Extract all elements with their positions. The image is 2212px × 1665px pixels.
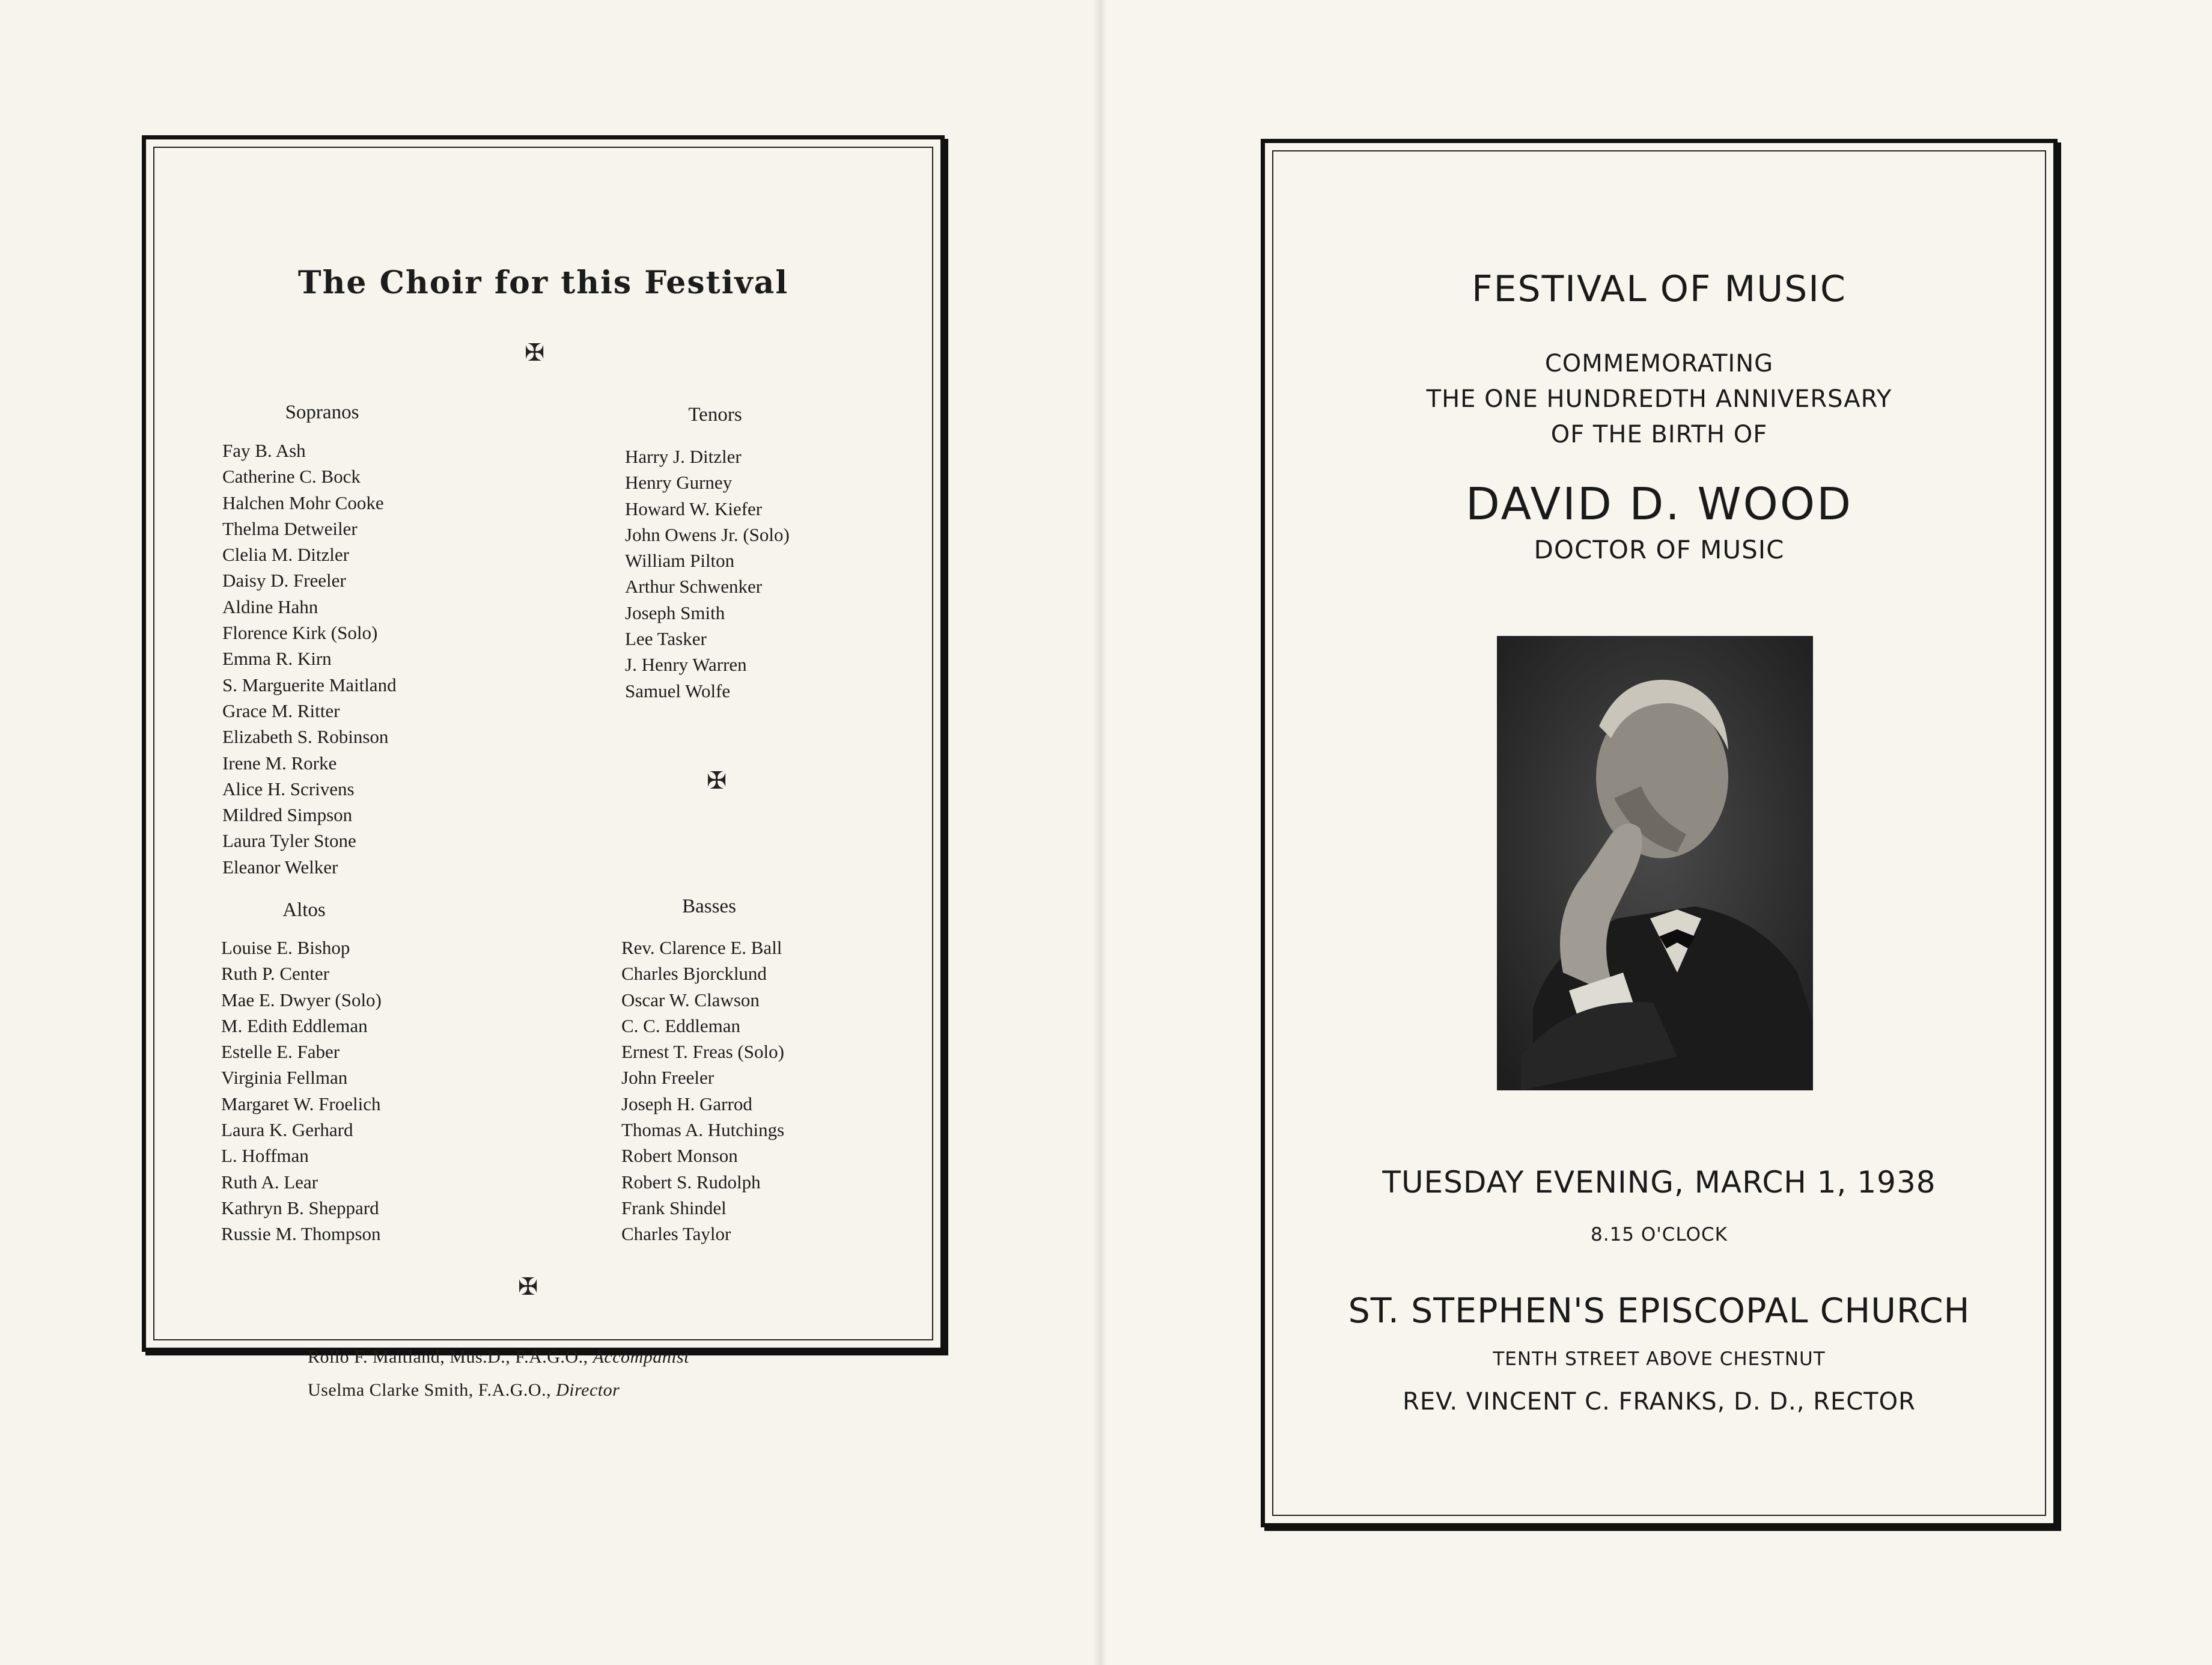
list-item: Rev. Clarence E. Ball [621, 937, 782, 958]
list-item: Kathryn B. Sheppard [221, 1197, 379, 1218]
sopranos-list [222, 438, 397, 880]
director-credit [308, 1373, 689, 1407]
list-item: Emma R. Kirn [222, 648, 332, 670]
section-title-altos: Altos [282, 899, 326, 921]
list-item: William Pilton [625, 550, 735, 572]
list-item: Harry J. Ditzler [625, 446, 742, 467]
list-item: Ernest T. Freas (Solo) [621, 1041, 784, 1063]
commemoration-line: COMMEMORATING [1544, 350, 1774, 377]
list-item: Elizabeth S. Robinson [222, 726, 389, 748]
list-item: Irene M. Rorke [222, 752, 337, 774]
list-item: Thomas A. Hutchings [621, 1119, 785, 1141]
list-item: Mae E. Dwyer (Solo) [221, 989, 382, 1010]
list-item: Eleanor Welker [222, 856, 338, 878]
list-item: Ruth P. Center [221, 963, 329, 985]
section-title-basses: Basses [682, 896, 736, 917]
commemoration-text [1261, 346, 2058, 453]
list-item: Robert S. Rudolph [621, 1171, 761, 1193]
cross-ornament-bottom: ✠ [518, 1273, 538, 1301]
list-item: L. Hoffman [221, 1145, 309, 1167]
list-item: Henry Gurney [625, 472, 733, 493]
list-item: Mildred Simpson [222, 804, 353, 826]
list-item: Charles Taylor [621, 1223, 731, 1245]
festival-title: FESTIVAL OF MUSIC [1472, 268, 1847, 310]
basses-list [621, 935, 784, 1247]
section-title-sopranos: Sopranos [285, 402, 359, 423]
list-item: Russie M. Thompson [221, 1223, 381, 1245]
list-item: Aldine Hahn [222, 596, 318, 617]
accompanist-role: Accompanist [593, 1347, 690, 1367]
list-item: Laura Tyler Stone [222, 830, 356, 852]
director-role: Director [556, 1380, 620, 1400]
list-item: John Freeler [621, 1067, 714, 1089]
honoree-title: DOCTOR OF MUSIC [1534, 535, 1785, 564]
director-name: Uselma Clarke Smith, F.A.G.O., [308, 1380, 552, 1400]
choir-heading: The Choir for this Festival [297, 264, 789, 301]
event-time: 8.15 O'CLOCK [1591, 1224, 1728, 1245]
list-item: Florence Kirk (Solo) [222, 622, 378, 644]
list-item: Thelma Detweiler [222, 518, 358, 539]
list-item: Arthur Schwenker [625, 576, 763, 597]
list-item: Alice H. Scrivens [222, 778, 355, 799]
list-item: Frank Shindel [621, 1197, 727, 1218]
list-item: Ruth A. Lear [221, 1171, 318, 1193]
list-item: John Owens Jr. (Solo) [625, 524, 790, 545]
list-item: Virginia Fellman [221, 1067, 348, 1089]
list-item: Daisy D. Freeler [222, 570, 346, 591]
accompanist-credit [308, 1340, 689, 1373]
list-item: Lee Tasker [625, 628, 707, 650]
list-item: Louise E. Bishop [221, 937, 350, 958]
list-item: Halchen Mohr Cooke [222, 492, 384, 513]
list-item: Estelle E. Faber [221, 1041, 340, 1063]
list-item: Samuel Wolfe [625, 680, 731, 701]
list-item: Clelia M. Ditzler [222, 544, 349, 566]
commemoration-line: OF THE BIRTH OF [1550, 421, 1768, 448]
church-name: ST. STEPHEN'S EPISCOPAL CHURCH [1348, 1291, 1970, 1331]
page-fold [1092, 0, 1107, 1665]
list-item: Grace M. Ritter [222, 700, 340, 721]
list-item: Oscar W. Clawson [621, 989, 760, 1010]
list-item: Joseph H. Garrod [621, 1093, 752, 1114]
portrait-photo [1497, 636, 1813, 1090]
section-title-tenors: Tenors [688, 404, 742, 426]
altos-list [221, 935, 382, 1247]
honoree-name: DAVID D. WOOD [1465, 478, 1853, 530]
event-date: TUESDAY EVENING, MARCH 1, 1938 [1382, 1165, 1936, 1200]
list-item: S. Marguerite Maitland [222, 674, 397, 695]
list-item: M. Edith Eddleman [221, 1015, 368, 1036]
list-item: J. Henry Warren [625, 654, 747, 676]
rector-line: REV. VINCENT C. FRANKS, D. D., RECTOR [1403, 1388, 1916, 1416]
list-item: Margaret W. Froelich [221, 1093, 381, 1114]
list-item: Catherine C. Bock [222, 466, 361, 487]
cross-ornament-middle: ✠ [707, 767, 727, 795]
accompanist-name: Rollo F. Maitland, Mus.D., F.A.G.O., [308, 1347, 588, 1367]
tenors-list [625, 444, 790, 704]
list-item: Robert Monson [621, 1145, 738, 1167]
list-item: Howard W. Kiefer [625, 498, 763, 519]
list-item: Laura K. Gerhard [221, 1119, 353, 1141]
list-item: Joseph Smith [625, 602, 725, 623]
list-item: C. C. Eddleman [621, 1015, 741, 1036]
cross-ornament-top: ✠ [525, 339, 545, 367]
list-item: Fay B. Ash [222, 440, 306, 461]
list-item: Charles Bjorcklund [621, 963, 767, 985]
credits [308, 1340, 689, 1407]
commemoration-line: THE ONE HUNDREDTH ANNIVERSARY [1426, 385, 1892, 413]
church-address: TENTH STREET ABOVE CHESTNUT [1493, 1348, 1826, 1370]
